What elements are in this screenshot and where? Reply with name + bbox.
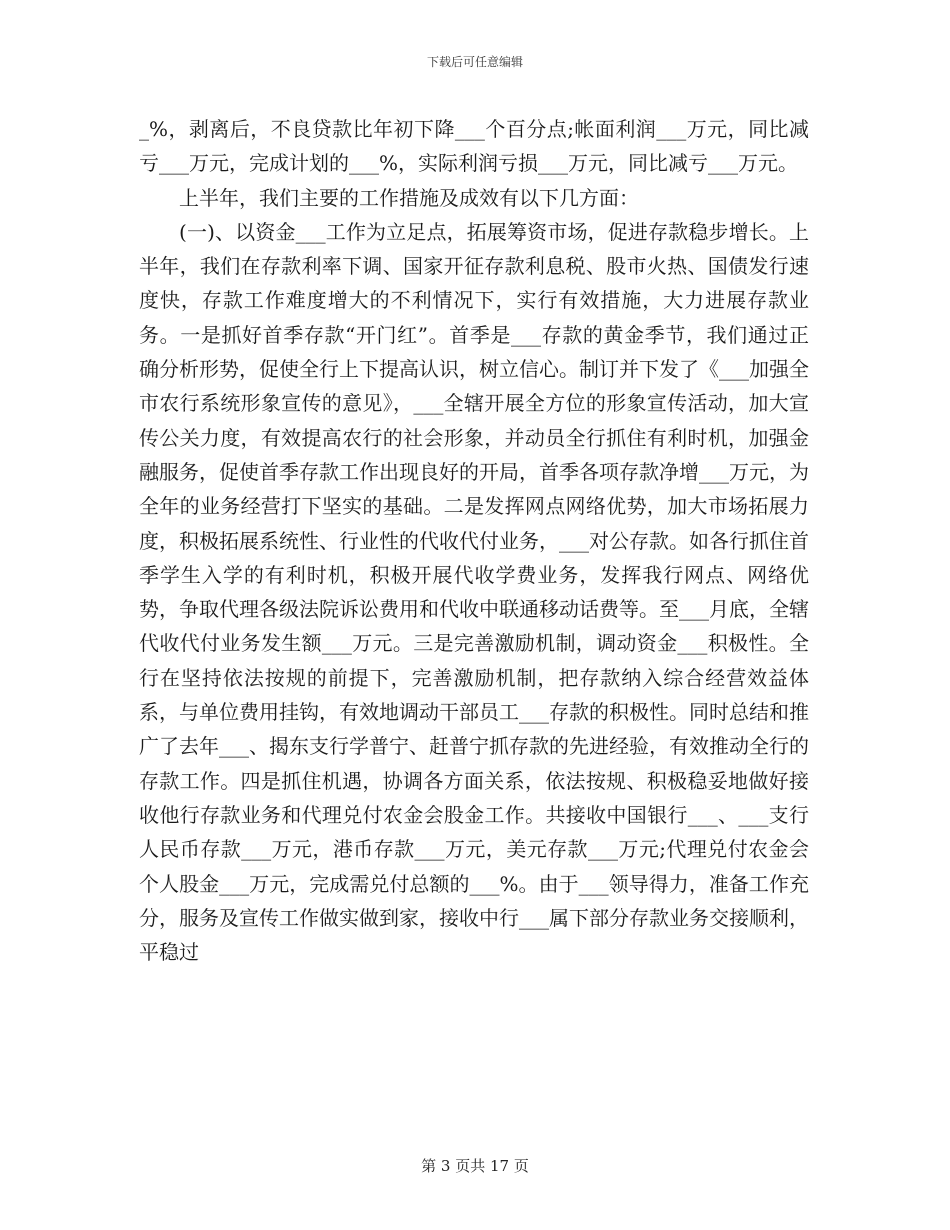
- page-number-footer: 第 3 页共 17 页: [421, 1157, 529, 1175]
- document-body: [139, 112, 809, 969]
- paragraph-2: 上半年，我们主要的工作措施及成效有以下几方面：: [179, 185, 639, 210]
- page-header: 下载后可任意编辑: [426, 55, 523, 69]
- paragraph-3: (一)、以资金___工作为立足点，拓展筹资市场，促进存款稳步增长。上半年，我们在存款利率下调、国家开征存款利息税、股市火热、国债发行速度快，存款工作难度增大的不利情况下，实行有效措施，大力进展存款业务。一是抓好首季存款“开门红”。首季是___存款的黄金季节，我们通过正确分析形势，促使全行上下提高认识，树立信心。制订并下发了《___加强全市农行系统形象宣传的意见》，___全辖开展全方位的形象宣传活动，加大宣传公关力度，有效提高农行的社会形象，并动员全行抓住有利时机，加强金融服务，促使首季存款工作出现良好的开局，首季各项存款净增___万元，为全年的业务经营打下坚实的基础。二是发挥网点网络优势，加大市场拓展力度，积极拓展系统性、行业性的代收代付业务，___对公存款。如各行抓住首季学生入学的有利时机，积极开展代收学费业务，发挥我行网点、网络优势，争取代理各级法院诉讼费用和代收中联通移动话费等。至___月底，全辖代收代付业务发生额___万元。三是完善激励机制，调动资金___积极性。全行在坚持依法按规的前提下，完善激励机制，把存款纳入综合经营效益体系，与单位费用挂钩，有效地调动干部员工___存款的积极性。同时总结和推广了去年___、揭东支行学普宁、赶普宁抓存款的先进经验，有效推动全行的存款工作。四是抓住机遇，协调各方面关系，依法按规、积极稳妥地做好接收他行存款业务和代理兑付农金会股金工作。共接收中国银行___、___支行人民币存款___万元，港币存款___万元，美元存款___万元;代理兑付农金会个人股金___万元，完成需兑付总额的___%。由于___领导得力，准备工作充分，服务及宣传工作做实做到家，接收中行___属下部分存款业务交接顺利，平稳过: [139, 219, 809, 965]
- paragraph-1: _%，剥离后，不良贷款比年初下降___个百分点;帐面利润___万元，同比减亏___万元，完成计划的___%，实际利润亏损___万元，同比减亏___万元。: [139, 117, 809, 176]
